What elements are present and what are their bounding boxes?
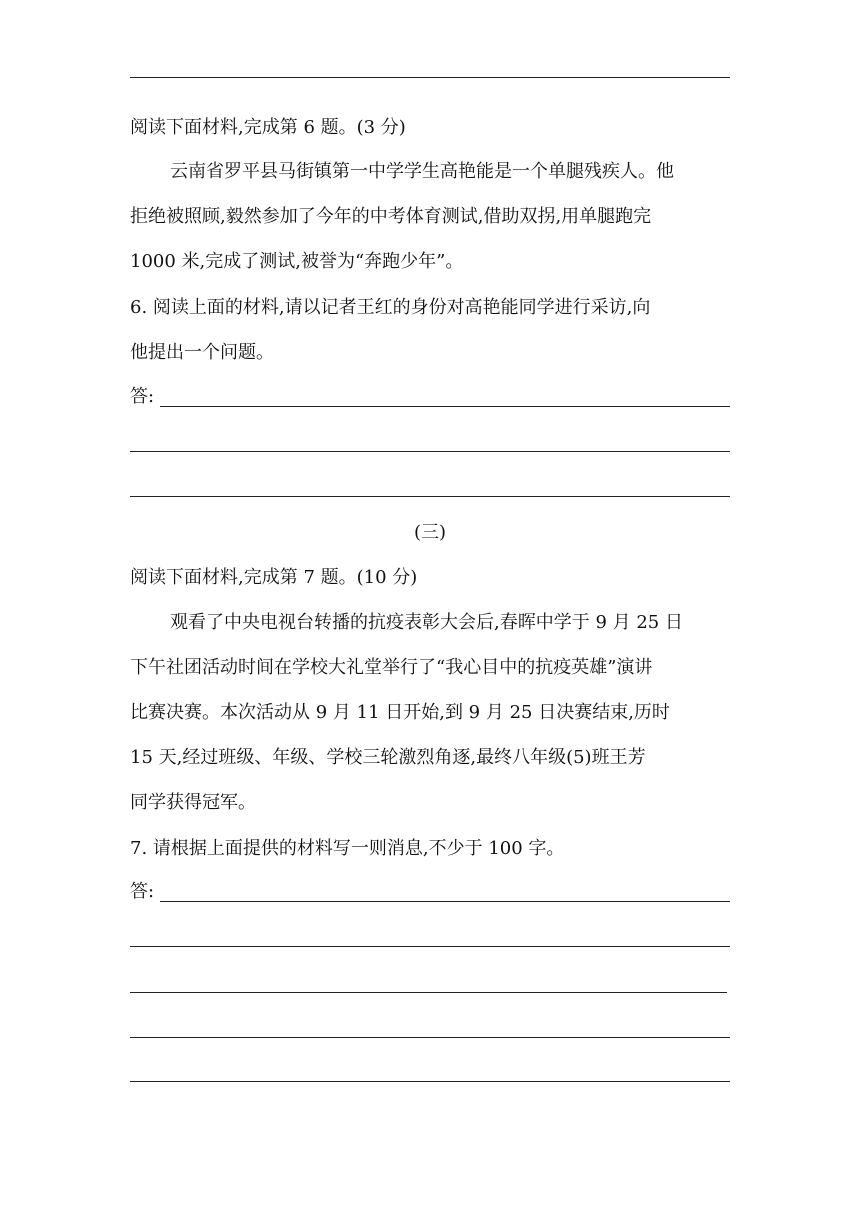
answer-7-line-1 bbox=[160, 901, 730, 902]
answer-6-line-1 bbox=[160, 406, 730, 407]
answer-7-label: 答: bbox=[130, 881, 155, 902]
answer-7-line-2[interactable] bbox=[130, 946, 730, 947]
answer-6-line-3[interactable] bbox=[130, 496, 730, 497]
answer-7-field[interactable] bbox=[130, 876, 730, 902]
section3-heading: (三) bbox=[413, 522, 447, 543]
question-6-line-1: 6. 阅读上面的材料,请以记者王红的身份对高艳能同学进行采访,向 bbox=[130, 297, 651, 318]
answer-7-line-5[interactable] bbox=[130, 1081, 730, 1082]
section3-passage-line-3: 比赛决赛。本次活动从 9 月 11 日开始,到 9 月 25 日决赛结束,历时 bbox=[130, 702, 670, 723]
section3-instruction: 阅读下面材料,完成第 7 题。(10 分) bbox=[130, 567, 418, 588]
section2-instruction: 阅读下面材料,完成第 6 题。(3 分) bbox=[130, 117, 406, 138]
answer-7-line-3[interactable] bbox=[130, 992, 727, 993]
section3-passage-line-4: 15 天,经过班级、年级、学校三轮激烈角逐,最终八年级(5)班王芳 bbox=[130, 747, 646, 768]
section3-passage-line-5: 同学获得冠军。 bbox=[130, 792, 256, 813]
question-6-line-2: 他提出一个问题。 bbox=[130, 342, 274, 363]
section3-passage-line-2: 下午社团活动时间在学校大礼堂举行了“我心目中的抗疫英雄”演讲 bbox=[130, 657, 653, 678]
top-answer-line bbox=[130, 77, 730, 78]
answer-7-line-4[interactable] bbox=[130, 1037, 730, 1038]
question-7-line-1: 7. 请根据上面提供的材料写一则消息,不少于 100 字。 bbox=[130, 838, 565, 859]
answer-6-field[interactable] bbox=[130, 381, 730, 407]
section2-passage-line-3: 1000 米,完成了测试,被誉为“奔跑少年”。 bbox=[130, 251, 464, 272]
section3-passage-line-1: 观看了中央电视台转播的抗疫表彰大会后,春晖中学于 9 月 25 日 bbox=[170, 612, 683, 633]
answer-6-label: 答: bbox=[130, 386, 155, 407]
exam-page bbox=[130, 0, 730, 1216]
answer-6-line-2[interactable] bbox=[130, 451, 730, 452]
section2-passage-line-1: 云南省罗平县马街镇第一中学学生高艳能是一个单腿残疾人。他 bbox=[170, 161, 674, 182]
section2-passage-line-2: 拒绝被照顾,毅然参加了今年的中考体育测试,借助双拐,用单腿跑完 bbox=[130, 206, 652, 227]
